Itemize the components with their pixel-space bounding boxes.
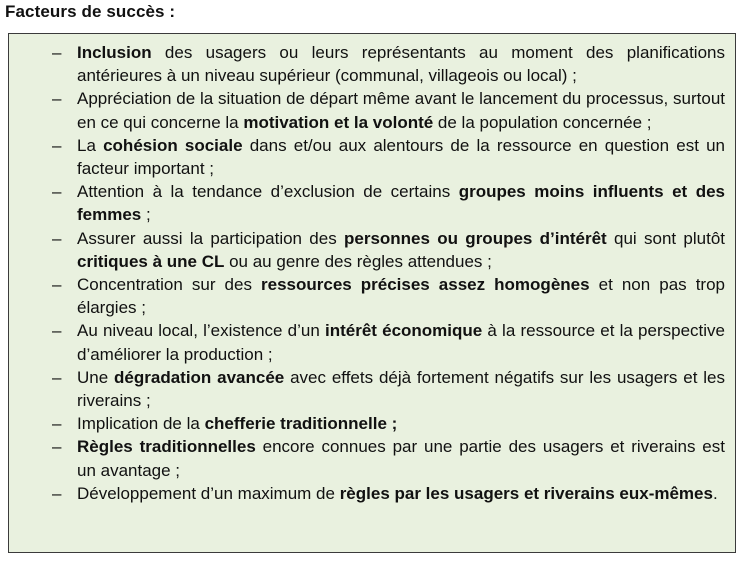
emphasized-text: règles par les usagers et riverains eux-mêmes: [339, 483, 713, 503]
emphasized-text: chefferie traditionnelle ;: [204, 414, 398, 434]
list-item: [9, 134, 725, 180]
item-text: et non pas trop élargies ;: [77, 275, 725, 318]
item-text: ;: [141, 205, 151, 225]
emphasized-text: ressources précises assez homogènes: [261, 275, 590, 295]
item-text: La: [77, 135, 104, 155]
item-text: Attention à la tendance d’exclusion de certains: [77, 182, 459, 202]
dash-bullet-icon: –: [52, 43, 62, 62]
item-text: ou au genre des règles attendues ;: [224, 251, 492, 271]
item-text: Implication de la: [77, 414, 205, 434]
dash-bullet-icon: –: [52, 321, 62, 341]
dash-bullet-icon: –: [52, 275, 62, 295]
list-item: [9, 273, 725, 319]
emphasized-text: dégradation avancée: [114, 367, 285, 387]
item-text: Une: [77, 367, 115, 387]
item-text: Au niveau local, l’existence d’un: [77, 321, 325, 341]
list-item: [9, 87, 725, 133]
list-item: [9, 412, 725, 435]
dash-bullet-icon: –: [52, 483, 62, 503]
dash-bullet-icon: –: [52, 228, 62, 248]
emphasized-text: Inclusion: [77, 43, 152, 62]
list-item: [9, 41, 725, 87]
item-text: encore connues par une partie des usagers et riverains est un avantage ;: [77, 437, 725, 480]
dash-bullet-icon: –: [52, 89, 62, 109]
dash-bullet-icon: –: [52, 135, 62, 155]
dash-bullet-icon: –: [52, 414, 62, 434]
item-text: des usagers ou leurs représentants au moment des planifications antérieures à un niveau supérieur (communal, villageois ou local) ;: [77, 43, 725, 86]
item-text: qui sont plutôt: [606, 228, 725, 248]
emphasized-text: intérêt économique: [324, 321, 483, 341]
item-text: .: [712, 483, 718, 503]
list-item: [9, 180, 725, 226]
list-item: [9, 319, 725, 365]
item-text: Assurer aussi la participation des: [77, 228, 344, 248]
emphasized-text: groupes moins influents et des femmes: [77, 182, 725, 225]
item-text: avec effets déjà fortement négatifs sur les usagers et les riverains ;: [77, 367, 725, 411]
list-item: [9, 435, 725, 481]
success-factors-box: [8, 33, 736, 553]
list-item: [9, 366, 725, 412]
emphasized-text: cohésion sociale: [103, 135, 243, 155]
emphasized-text: critiques à une CL: [77, 251, 225, 271]
item-text: Appréciation de la situation de départ même avant le lancement du processus, surtout en ce qui concerne la: [77, 89, 725, 132]
item-text: Concentration sur des: [77, 275, 261, 295]
item-text: dans et/ou aux alentours de la ressource en question est un facteur important ;: [77, 135, 726, 179]
dash-bullet-icon: –: [52, 437, 62, 457]
dash-bullet-icon: –: [52, 367, 62, 387]
list-item: [9, 227, 725, 273]
dash-bullet-icon: –: [52, 182, 62, 202]
section-heading: Facteurs de succès :: [5, 2, 176, 21]
emphasized-text: personnes ou groupes d’intérêt: [344, 228, 607, 248]
emphasized-text: motivation et la volonté: [243, 112, 434, 132]
list-item: [9, 482, 725, 505]
success-factors-list: [9, 41, 725, 505]
item-text: Développement d’un maximum de: [77, 483, 340, 503]
item-text: de la population concernée ;: [433, 112, 652, 132]
emphasized-text: Règles traditionnelles: [77, 437, 256, 457]
item-text: à la ressource et la perspective d’améliorer la production ;: [77, 321, 725, 364]
